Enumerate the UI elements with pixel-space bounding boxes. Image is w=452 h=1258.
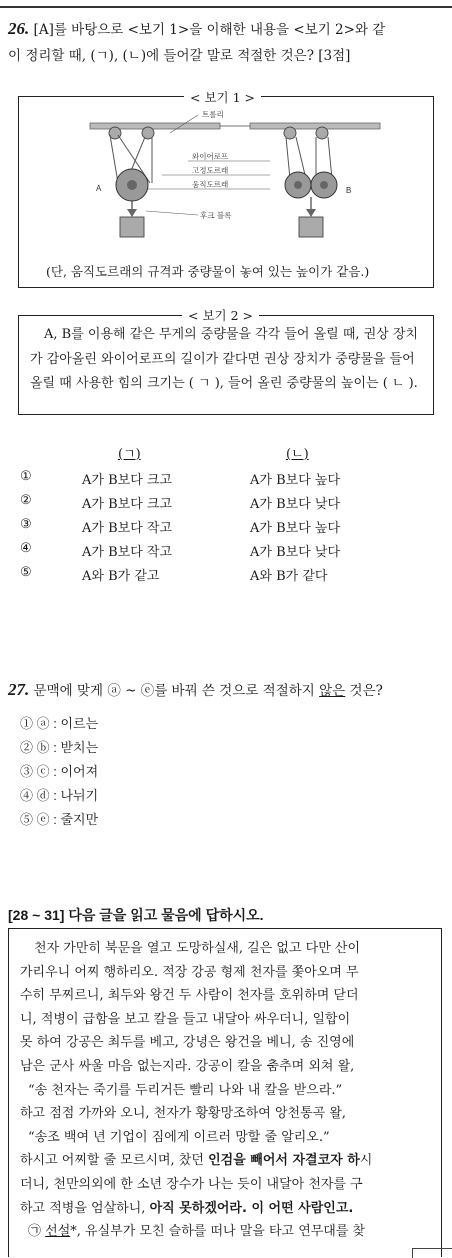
passage-line <box>20 1220 434 1244</box>
option-number: ⑤ <box>20 565 32 580</box>
passage-line: 수히 무찌르니, 최두와 왕건 두 사람이 천자를 호위하며 닫더 <box>20 988 359 1004</box>
top-rule <box>0 6 452 8</box>
section-title: [28 ~ 31] 다음 글을 읽고 물음에 답하시오. <box>8 907 264 923</box>
passage-bold-phrase: 인검을 빼어서 자결코자 하 <box>208 1153 360 1169</box>
label-wire-rope: 와이어로프 <box>192 152 229 161</box>
q26-stem-line1: [A]를 바탕으로 <보기 1>을 이해한 내용을 <보기 2>와 같 <box>33 22 386 38</box>
q26-stem-line2: 이 정리할 때, (ㄱ), (ㄴ)에 들어갈 말로 적절한 것은? [3점] <box>8 48 351 64</box>
label-fixed-pulley: 고정도르래 <box>192 166 229 175</box>
passage-line <box>20 1197 434 1221</box>
option-a: A와 B가 같고 <box>82 569 160 584</box>
trolley-b-rail <box>250 123 380 129</box>
q26-stem <box>8 16 448 69</box>
bogi2-text: A, B를 이용해 같은 무게의 중량물을 각각 들어 올릴 때, 권상 장치가 감아올린 와이어로프의 길이가 같다면 권상 장치가 중량물을 들어 올릴 때 사용한 힘의 크기는 ( ㄱ ), 들어 올린 중량물의 높이는 ( ㄴ ). <box>30 327 419 391</box>
passage-line: 더니, 천만의외에 한 소년 장수가 나는 듯이 내달아 천자를 구 <box>20 1176 363 1192</box>
label-a: A <box>96 184 102 193</box>
bogi1-title: < 보기 1 > <box>184 88 261 106</box>
label-b: B <box>346 186 352 195</box>
q27-option-3[interactable]: ③ ⓒ : 이어져 <box>20 764 99 779</box>
passage-line: “송조 백여 년 기업이 짐에게 이르러 망할 줄 알리오.” <box>28 1129 330 1145</box>
weight-b <box>299 217 323 237</box>
option-a: A가 B보다 크고 <box>82 497 172 512</box>
option-b: A가 B보다 높다 <box>250 473 340 488</box>
passage-underlined-word: 선설 <box>45 1224 71 1240</box>
q27-stem <box>8 677 448 704</box>
passage-line-part: 시 <box>359 1153 373 1169</box>
label-hook-block: 후크 블록 <box>200 211 232 220</box>
q27-number: 27. <box>8 680 30 699</box>
q27-stem-pre: 문맥에 맞게 ⓐ ~ ⓔ를 바꿔 쓴 것으로 적절하지 <box>33 683 320 699</box>
passage-line: 니, 적병이 급함을 보고 칼을 들고 내달아 싸우더니, 일합이 <box>20 1011 351 1027</box>
option-b: A가 B보다 높다 <box>250 521 340 536</box>
crane-pulley-figure <box>70 105 390 255</box>
option-b: A와 B가 같다 <box>250 569 328 584</box>
option-a: A가 B보다 작고 <box>82 521 172 536</box>
option-number: ② <box>20 493 32 508</box>
passage-line-part: *, 유실부가 모친 슬하를 떠나 말을 타고 연무대를 찾 <box>70 1224 366 1240</box>
option-a: A가 B보다 크고 <box>82 473 172 488</box>
q27-option-4[interactable]: ④ ⓓ : 나뉘기 <box>20 788 99 803</box>
option-number: ④ <box>20 541 32 556</box>
col-header-b: (ㄴ) <box>286 447 309 462</box>
option-a: A가 B보다 작고 <box>82 545 172 560</box>
option-b: A가 B보다 낮다 <box>250 545 340 560</box>
passage-line: 남은 군사 싸울 마음 없는지라. 강공이 칼을 춤추며 외쳐 왈, <box>20 1058 355 1074</box>
q27-stem-post: 것은? <box>345 683 383 699</box>
weight-a <box>120 217 144 237</box>
option-b: A가 B보다 낮다 <box>250 497 340 512</box>
q27-option-1[interactable]: ① ⓐ : 이르는 <box>20 716 99 731</box>
passage-line: 하고 점점 가까와 오니, 천자가 황황망조하여 앙천통곡 왈, <box>20 1106 347 1122</box>
col-header-a: (ㄱ) <box>118 447 141 462</box>
trolley-a-rail <box>90 123 220 129</box>
q27-option-2[interactable]: ② ⓑ : 받치는 <box>20 740 99 755</box>
passage-line-part: 하고 적병을 엄살하니, <box>20 1200 150 1216</box>
passage-bold-phrase: 아직 못하겠어라. 이 어떤 사람인고. <box>149 1200 354 1216</box>
label-moving-pulley: 움직도르래 <box>192 180 229 189</box>
fixed-pulley-b2 <box>316 127 328 139</box>
passage-line-part: 하시고 어찌할 줄 모르시며, 찼던 <box>20 1153 209 1169</box>
q27-option-5[interactable]: ⑤ ⓔ : 줄지만 <box>20 812 99 827</box>
passage-text <box>20 937 434 1244</box>
passage-line: 못 하여 강공은 최두를 베고, 강녕은 왕건을 베니, 송 진영에 <box>20 1035 355 1051</box>
passage-line: 가리우니 어찌 행하리오. 적장 강공 형제 천자를 쫓아오며 무 <box>20 964 359 980</box>
passage-line <box>20 1149 434 1173</box>
option-number: ① <box>20 469 32 484</box>
option-number: ③ <box>20 517 32 532</box>
q27-stem-underlined: 않은 <box>319 683 346 699</box>
bogi1-caption: (단, 움직도르래의 규격과 중량물이 놓여 있는 높이가 같음.) <box>46 264 370 279</box>
passage-line: 천자 가만히 북문을 열고 도망하실새, 길은 없고 다만 산이 <box>34 941 361 956</box>
bogi2-title: < 보기 2 > <box>182 306 259 324</box>
q26-number: 26. <box>8 19 30 38</box>
passage-line-part: ㉠ <box>28 1224 46 1240</box>
passage-line: “송 천자는 죽기를 두리거든 빨리 나와 내 칼을 받으라.” <box>28 1082 343 1098</box>
label-trolley: 트롤리 <box>202 110 224 119</box>
